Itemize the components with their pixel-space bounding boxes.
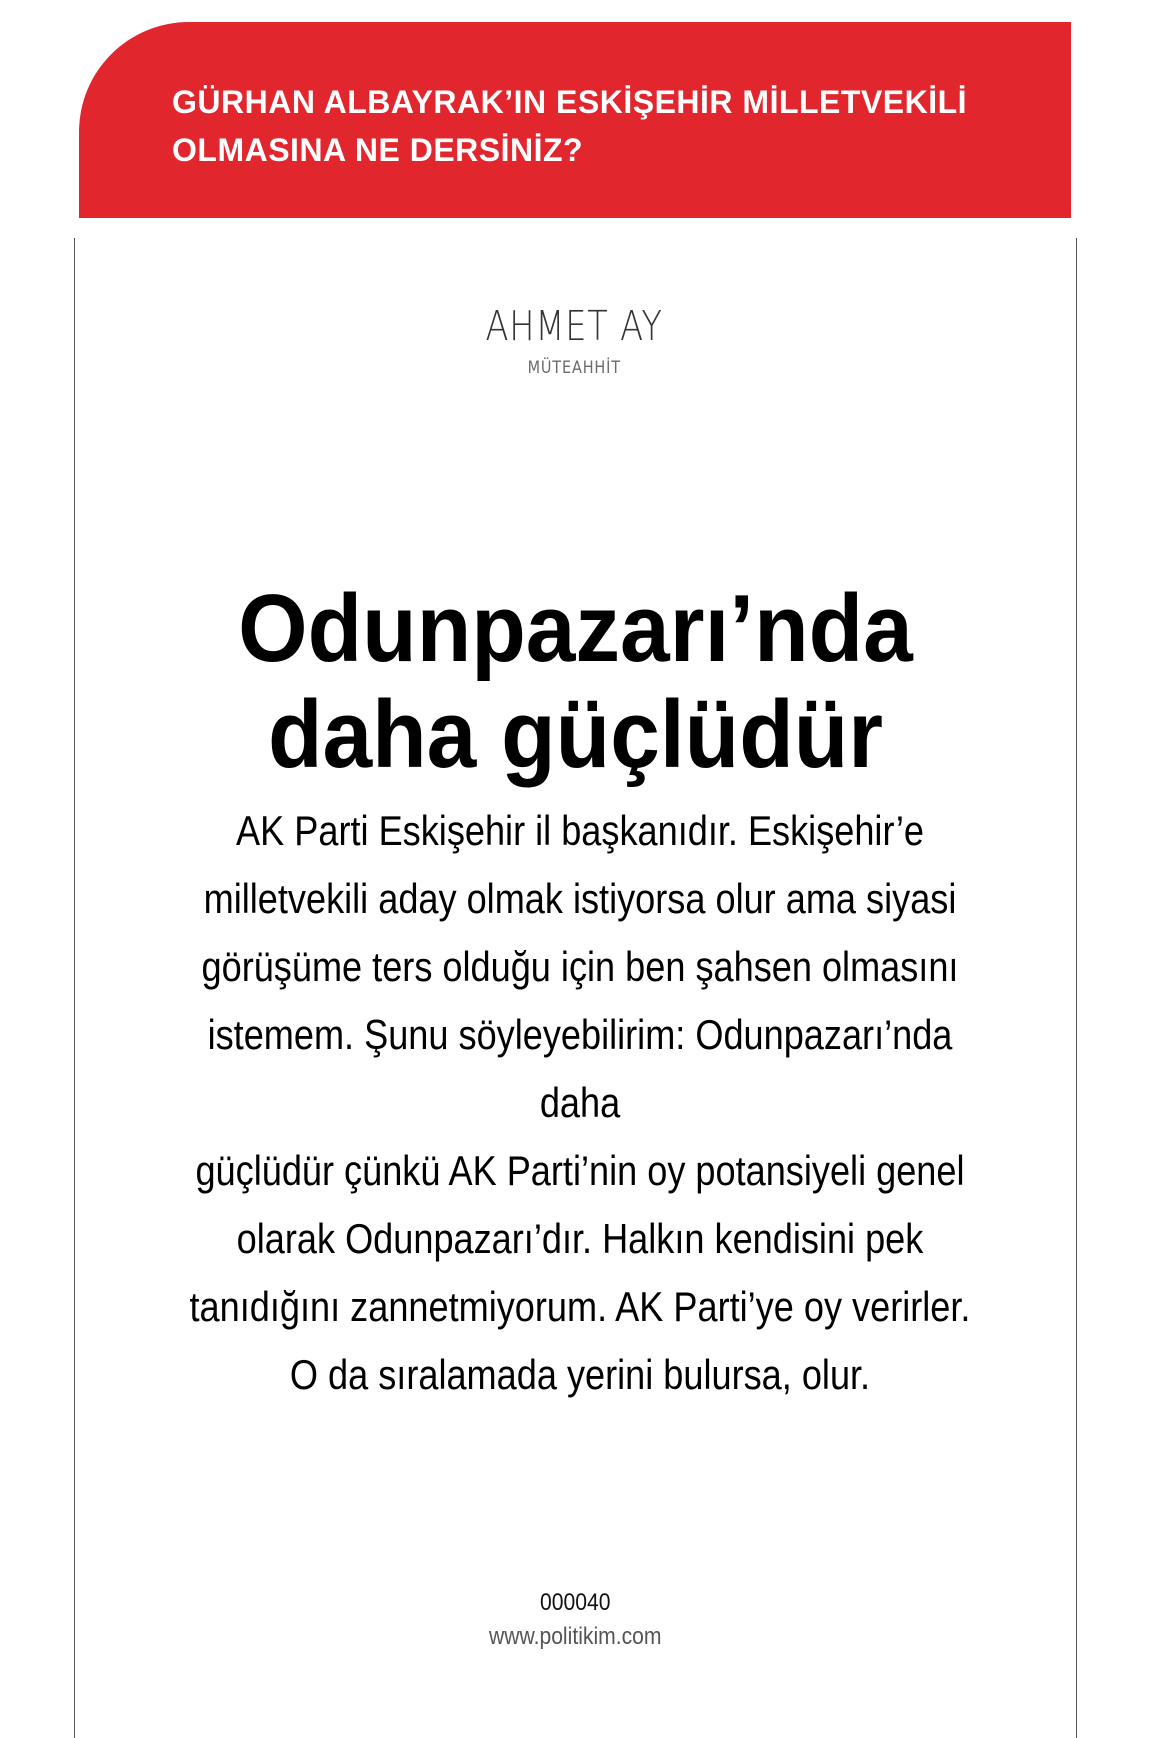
body-line: görüşüme ters olduğu için ben şahsen olmasını [201, 943, 959, 990]
body-line: tanıdığını zannetmiyorum. AK Parti’ye oy verirler. [189, 1283, 971, 1330]
body-line: olarak Odunpazarı’dır. Halkın kendisini pek [236, 1215, 924, 1262]
left-frame-line [74, 238, 75, 1738]
author-role: MÜTEAHHİT [527, 358, 621, 378]
headline-line-1: Odunpazarı’nda [238, 575, 913, 682]
survey-question-line-1: GÜRHAN ALBAYRAK’IN ESKİŞEHİR MİLLETVEKİLİ [172, 84, 968, 120]
body-line: milletvekili aday olmak istiyorsa olur ama siyasi [203, 875, 957, 922]
page-code: 000040 [539, 1589, 611, 1616]
article-headline [41, 576, 1111, 788]
body-line: AK Parti Eskişehir il başkanıdır. Eskişehir’e [236, 807, 924, 854]
body-line: istemem. Şunu söyleyebilirim: Odunpazarı’nda daha [207, 1011, 953, 1126]
article-body [167, 797, 993, 1409]
headline-line-2: daha güçlüdür [267, 681, 884, 788]
right-frame-line [1076, 238, 1077, 1738]
survey-question [172, 78, 1052, 174]
survey-question-line-2: OLMASINA NE DERSİNİZ? [172, 132, 584, 168]
author-name: AHMET AY [485, 302, 663, 350]
website-url[interactable]: www.politikim.com [488, 1623, 662, 1650]
body-line: O da sıralamada yerini bulursa, olur. [289, 1351, 871, 1398]
body-line: güçlüdür çünkü AK Parti’nin oy potansiyeli genel [195, 1147, 965, 1194]
